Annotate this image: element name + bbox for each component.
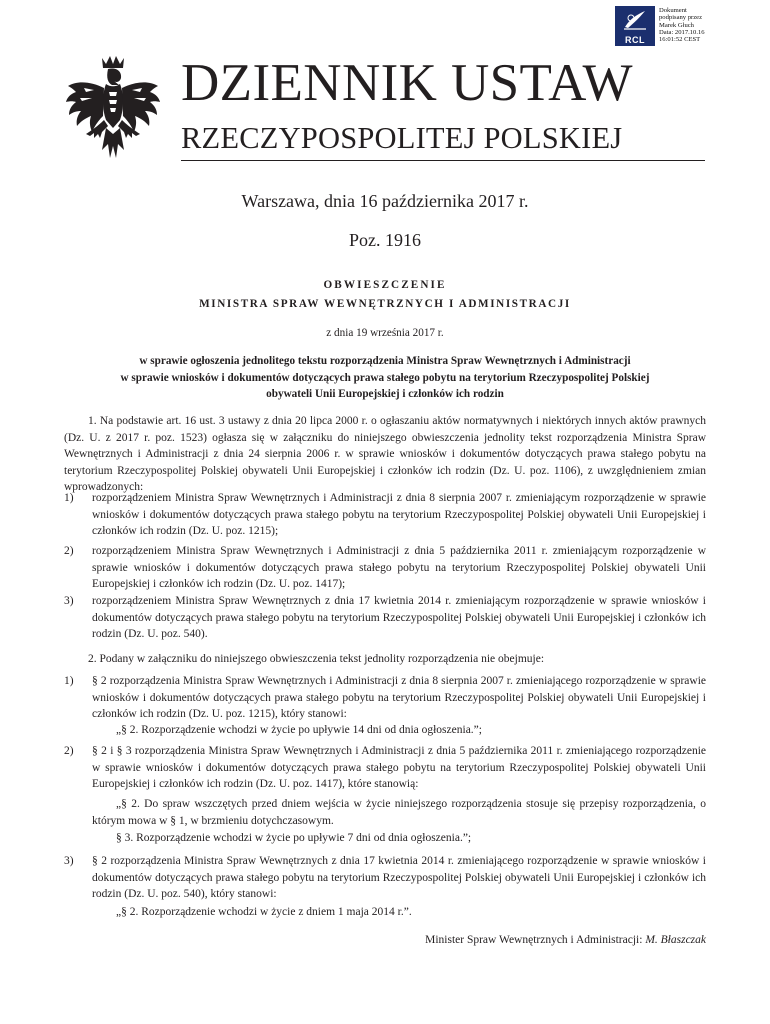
item-number: 2)	[64, 545, 74, 557]
digital-signature-stamp	[615, 6, 725, 46]
subject-line: obywateli Unii Europejskiej i członków ich rodzin	[266, 388, 504, 400]
excluded-item	[64, 743, 706, 793]
quoted-provision: „§ 2. Rozporządzenie wchodzi w życie po upływie 14 dni od dnia ogłoszenia.”;	[116, 724, 482, 736]
paragraph-1: 1. Na podstawie art. 16 ust. 3 ustawy z dnia 20 lipca 2000 r. o ogłaszaniu aktów normatywnych i niektórych innych aktów prawnych (Dz. U. z 2017 r. poz. 1523) ogłasza się w załączniku do niniejszego obwieszczenia jednolity tekst rozporządzenia Ministra Spraw Wewnętrznych i Administracji z dnia 24 sierpnia 2006 r. w sprawie wniosków i dokumentów dotyczących prawa stałego pobytu na terytorium Rzeczypospolitej Polskiej obywateli Unii Europejskiej i członków ich rodzin (Dz. U. poz. 1106), z uwzględnieniem zmian wprowadzonych:	[64, 415, 706, 493]
header-divider	[181, 160, 705, 161]
position-number: Poz. 1916	[349, 230, 421, 250]
quoted-provision: „§ 2. Do spraw wszczętych przed dniem wejścia w życie niniejszego rozporządzenia stosuje się przepisy rozporządzenia, o którym mowa w § 1, w brzmieniu dotychczasowym.	[92, 798, 706, 827]
signature-name: M. Błaszczak	[645, 934, 706, 946]
item-text: rozporządzeniem Ministra Spraw Wewnętrznych z dnia 17 kwietnia 2014 r. zmieniającym rozporządzenie w sprawie wniosków i dokumentów dotyczących prawa stałego pobytu na terytorium Rzeczypospolitej Polskiej obywateli Unii Europejskiej i członków ich rodzin (Dz. U. poz. 540).	[92, 595, 706, 640]
excluded-item	[64, 853, 706, 903]
journal-subtitle: RZECZYPOSPOLITEJ POLSKIEJ	[181, 121, 623, 155]
subject-line: w sprawie wniosków i dokumentów dotyczących prawa stałego pobytu na terytorium Rzeczypospolitej Polskiej	[120, 371, 650, 384]
item-text: § 2 rozporządzenia Ministra Spraw Wewnętrznych i Administracji z dnia 8 sierpnia 2007 r. zmieniającego rozporządzenie w sprawie wniosków i dokumentów dotyczących prawa stałego pobytu na terytorium Rzeczypospolitej Polskiej obywateli Unii Europejskiej i członków ich rodzin (Dz. U. poz. 1215), który stanowi:	[92, 675, 706, 720]
item-number: 3)	[64, 855, 74, 867]
announcement-subject	[64, 353, 706, 403]
quoted-provision: § 3. Rozporządzenie wchodzi w życie po upływie 7 dni od dnia ogłoszenia.”;	[116, 832, 472, 844]
paragraph-2: 2. Podany w załączniku do niniejszego obwieszczenia tekst jednolity rozporządzenia nie obejmuje:	[88, 653, 545, 665]
item-number: 1)	[64, 675, 74, 687]
stamp-text	[659, 7, 705, 43]
signature	[425, 932, 706, 948]
rcl-logo-text: RCL	[625, 35, 645, 45]
announcement-title: OBWIESZCZENIE	[323, 279, 447, 291]
announcement-issuer: MINISTRA SPRAW WEWNĘTRZNYCH I ADMINISTRACJI	[199, 298, 571, 310]
item-text: § 2 rozporządzenia Ministra Spraw Wewnętrznych z dnia 17 kwietnia 2014 r. zmieniającego rozporządzenie w sprawie wniosków i dokumentów dotyczących prawa stałego pobytu na terytorium Rzeczypospolitej Polskiej obywateli Unii Europejskiej i członków ich rodzin (Dz. U. poz. 540), który stanowi:	[92, 855, 706, 900]
signature-role: Minister Spraw Wewnętrznych i Administracji:	[425, 934, 643, 946]
polish-eagle-emblem-icon	[64, 54, 162, 162]
issue-date: Warszawa, dnia 16 października 2017 r.	[241, 191, 529, 211]
stamp-line: Data: 2017.10.16	[659, 28, 705, 36]
stamp-line: Dokument	[659, 7, 687, 14]
amendment-item	[64, 490, 706, 540]
item-text: rozporządzeniem Ministra Spraw Wewnętrznych i Administracji z dnia 8 sierpnia 2007 r. zmieniającym rozporządzenie w sprawie wniosków i dokumentów dotyczących prawa stałego pobytu na terytorium Rzeczypospolitej Polskiej obywateli Unii Europejskiej i członków ich rodzin (Dz. U. poz. 1215);	[92, 492, 706, 537]
amendment-item	[64, 543, 706, 593]
item-text: rozporządzeniem Ministra Spraw Wewnętrznych i Administracji z dnia 5 października 2011 r. zmieniającym rozporządzenie w sprawie wniosków i dokumentów dotyczących prawa stałego pobytu na terytorium Rzeczypospolitej Polskiej obywateli Unii Europejskiej i członków ich rodzin (Dz. U. poz. 1417);	[92, 545, 706, 590]
stamp-line: podpisany przez	[659, 14, 703, 22]
subject-line: w sprawie ogłoszenia jednolitego tekstu rozporządzenia Ministra Spraw Wewnętrznych i Administracji	[139, 355, 631, 367]
quoted-provision: „§ 2. Rozporządzenie wchodzi w życie z dniem 1 maja 2014 r.”.	[116, 906, 412, 918]
item-text: § 2 i § 3 rozporządzenia Ministra Spraw Wewnętrznych i Administracji z dnia 5 października 2011 r. zmieniającego rozporządzenie w sprawie wniosków i dokumentów dotyczących prawa stałego pobytu na terytorium Rzeczypospolitej Polskiej obywateli Unii Europejskiej i członków ich rodzin (Dz. U. poz. 1417), które stanowią:	[92, 745, 706, 790]
stamp-line: 16:01:52 CEST	[659, 36, 701, 44]
journal-title: DZIENNIK USTAW	[181, 54, 633, 112]
item-number: 1)	[64, 492, 74, 504]
announcement-date: z dnia 19 września 2017 r.	[326, 327, 444, 339]
amendment-item	[64, 593, 706, 643]
pen-icon	[622, 9, 648, 31]
rcl-logo	[615, 6, 655, 46]
excluded-item	[64, 673, 706, 723]
item-number: 2)	[64, 745, 74, 757]
stamp-line: Marek Głuch	[659, 21, 694, 29]
item-number: 3)	[64, 595, 74, 607]
